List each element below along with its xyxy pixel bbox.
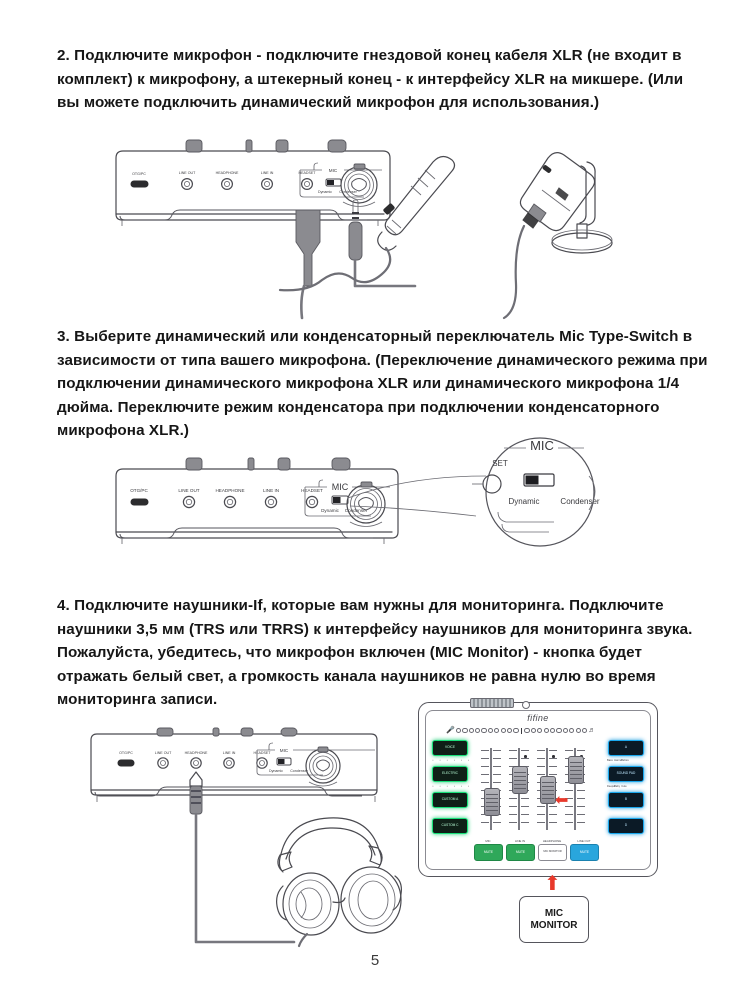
led-dot bbox=[582, 728, 587, 733]
fader-mic[interactable] bbox=[480, 746, 502, 832]
led-dot bbox=[544, 728, 549, 733]
bottom-caption-line-out: LINE OUT bbox=[577, 839, 591, 843]
led-dot bbox=[576, 728, 581, 733]
step-3-paragraph: 3. Выберите динамический или конденсаторный переключатель Mic Type-Switch в зависимости от типа вашего микрофона. (Переключение динамического режима при подключении динамического микрофона XLR или динамического микрофона 1/4 дюйма. Переключите режим конденсатора при подключении конденсаторного микрофона XLR.) bbox=[57, 328, 708, 439]
mic-monitor-callout bbox=[519, 896, 589, 943]
led-meter bbox=[446, 726, 636, 735]
mixer-unit-1 bbox=[116, 140, 390, 226]
console-button-d[interactable]: D bbox=[608, 818, 644, 834]
port-otg-pc-3 bbox=[118, 760, 134, 766]
mic-group-label-2: MIC bbox=[331, 482, 349, 492]
led-dot bbox=[488, 728, 493, 733]
port-label-headphone-2: HEADPHONE bbox=[215, 488, 245, 493]
fader-headphone[interactable] bbox=[536, 746, 558, 832]
callout-line-1: MIC bbox=[544, 908, 564, 919]
mixer-unit-2 bbox=[116, 458, 398, 544]
headphones bbox=[277, 818, 402, 946]
led-dot bbox=[524, 728, 529, 733]
led-dot bbox=[537, 728, 542, 733]
console-mute-line-in[interactable]: MUTE bbox=[506, 844, 535, 861]
fifine-mixer-console bbox=[418, 702, 658, 877]
port-label-line-out-3: LINE OUT bbox=[154, 751, 172, 755]
port-label-line-in-2: LINE IN bbox=[262, 488, 280, 493]
port-otg-pc bbox=[131, 181, 148, 187]
led-dot bbox=[507, 728, 512, 733]
console-mic-monitor-button[interactable]: MIC MONITOR bbox=[538, 844, 567, 861]
led-dot bbox=[494, 728, 499, 733]
console-button-sound-pad[interactable]: SOUND PAD bbox=[608, 766, 644, 782]
switch-label-dynamic: Dynamic bbox=[318, 190, 332, 194]
port-label-otg-pc-2: OTG/PC bbox=[130, 488, 148, 493]
console-bottom-button-row bbox=[474, 839, 602, 863]
led-dot bbox=[469, 728, 474, 733]
mic-group-label: MIC bbox=[328, 168, 338, 173]
port-label-headset: HEADSET bbox=[298, 171, 316, 175]
figure-step-2 bbox=[100, 140, 680, 320]
led-dot bbox=[550, 728, 555, 733]
dot-row-2: • • • • • • bbox=[432, 785, 469, 788]
console-button-voice[interactable]: VOICE bbox=[432, 740, 468, 756]
console-button-electric[interactable]: ELECTRIC bbox=[432, 766, 468, 782]
page-number: 5 bbox=[370, 952, 380, 969]
console-button-custom-c[interactable]: CUSTOM C bbox=[432, 818, 468, 834]
fader-line-out[interactable] bbox=[564, 746, 586, 832]
led-dot bbox=[475, 728, 480, 733]
console-mute-line-out[interactable]: MUTE bbox=[570, 844, 599, 861]
port-label-line-in-3: LINE IN bbox=[222, 751, 236, 755]
port-label-otg-pc-3: OTG/PC bbox=[119, 751, 133, 755]
step-4-paragraph: 4. Подключите наушники-If, которые вам нужны для мониторинга. Подключите наушники 3,5 мм (TRS или TRRS) к интерфейсу наушников для мониторинга звука. Пожалуйста, убедитесь, что микрофон включен (MIC Monitor) - кнопка будет отражать белый свет, а громкость канала наушников не равна нулю во время мониторинга записи. bbox=[57, 597, 693, 708]
headphone-icon: ♬ bbox=[588, 727, 596, 734]
led-dot bbox=[481, 728, 486, 733]
step-2-paragraph: 2. Подключите микрофон - подключите гнездовой конец кабеля XLR (не входит в комплект) к микрофону, а штекерный конец - к интерфейсу XLR на микшере. (Или вы можете подключить динамический микрофон для использования.) bbox=[57, 47, 684, 111]
port-label-line-out-2: LINE OUT bbox=[178, 488, 200, 493]
led-dot bbox=[563, 728, 568, 733]
xlr-plug bbox=[296, 210, 320, 318]
port-label-headphone: HEADPHONE bbox=[215, 171, 239, 175]
condenser-microphone bbox=[504, 153, 612, 318]
mixer-unit-3 bbox=[91, 728, 377, 802]
top-knob-icon bbox=[522, 701, 530, 709]
bottom-caption-line-in: LINE IN bbox=[514, 839, 526, 843]
port-label-line-out: LINE OUT bbox=[178, 171, 196, 175]
led-dot bbox=[513, 728, 518, 733]
magnifier-switch[interactable] bbox=[524, 474, 554, 486]
port-otg-pc-2 bbox=[131, 499, 148, 505]
figure-step-3 bbox=[100, 440, 680, 570]
fader-bank bbox=[480, 746, 585, 832]
port-label-otg-pc: OTG/PC bbox=[132, 172, 146, 176]
magnifier-condenser: Condenser bbox=[560, 497, 600, 506]
right-caps-top: Bass Harmo Before bbox=[607, 759, 629, 762]
fader-line-in[interactable] bbox=[508, 746, 530, 832]
bottom-caption-mic: MIC bbox=[485, 839, 491, 843]
dot-row-1: • • • • • • bbox=[432, 759, 469, 762]
port-label-headset-3: HEADSET bbox=[253, 751, 271, 755]
console-mute-mic[interactable]: MUTE bbox=[474, 844, 503, 861]
led-dot bbox=[531, 728, 536, 733]
switch-label-condenser: Condenser bbox=[339, 190, 357, 194]
port-label-headphone-3: HEADPHONE bbox=[184, 751, 208, 755]
highlight-arrow-mic-monitor: ⬆ bbox=[544, 873, 561, 895]
figure-step-4-left bbox=[85, 728, 395, 952]
magnifier-headset-partial: SET bbox=[492, 459, 508, 468]
magnifier-dynamic: Dynamic bbox=[508, 497, 540, 506]
magnifier-detail bbox=[472, 438, 600, 546]
bottom-caption-headphone: HEADPHONE bbox=[542, 839, 562, 843]
port-label-line-in: LINE IN bbox=[260, 171, 274, 175]
led-dot bbox=[569, 728, 574, 733]
console-brand: fifine bbox=[527, 713, 549, 723]
led-dot bbox=[556, 728, 561, 733]
switch-label-condenser-3: Condenser bbox=[290, 769, 308, 773]
led-dot bbox=[501, 728, 506, 733]
magnifier-title: MIC bbox=[530, 438, 554, 453]
led-center-divider bbox=[521, 728, 523, 734]
console-button-a[interactable]: A bbox=[608, 740, 644, 756]
ribbon-connector-icon bbox=[470, 698, 514, 708]
callout-line-2: MONITOR bbox=[530, 919, 578, 931]
led-dot bbox=[462, 728, 467, 733]
port-label-headset-2: HEADSET bbox=[301, 488, 323, 493]
right-caps-bottom: Deeper Baby Cute bbox=[607, 785, 627, 788]
switch-label-condenser-2: Condenser bbox=[344, 508, 368, 513]
switch-label-dynamic-2: Dynamic bbox=[321, 508, 339, 513]
console-button-custom-a[interactable]: CUSTOM A bbox=[432, 792, 468, 808]
highlight-arrow-fader: ⬅ bbox=[555, 792, 569, 809]
mic-group-label-3: MIC bbox=[279, 748, 289, 753]
switch-label-dynamic-3: Dynamic bbox=[269, 769, 283, 773]
console-button-b[interactable]: B bbox=[608, 792, 644, 808]
led-dot bbox=[456, 728, 461, 733]
microphone-icon: 🎤 bbox=[446, 727, 455, 734]
